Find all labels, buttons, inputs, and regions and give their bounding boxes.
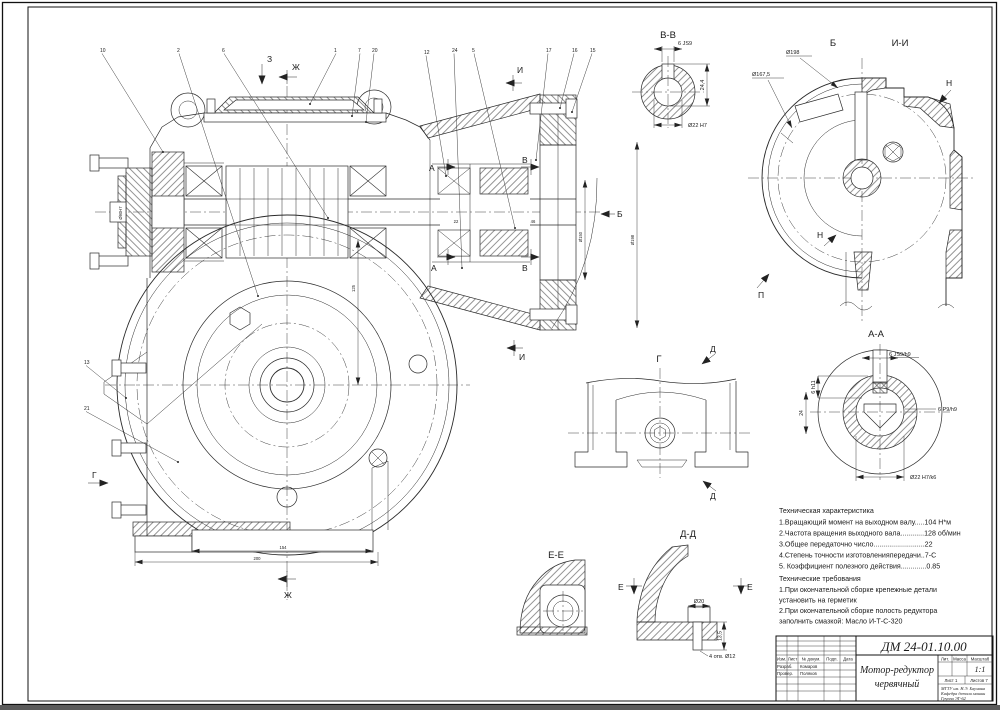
tb-org-line: Кафедра детали машин — [941, 691, 986, 696]
callout-tip — [257, 295, 259, 297]
section-label-v1: В — [522, 155, 528, 165]
view-g — [568, 344, 752, 501]
callout-tip — [162, 151, 164, 153]
callout-number: 5 — [472, 48, 475, 54]
callout-number: 6 — [222, 48, 225, 54]
dim-dd-depth: 13,5 — [717, 631, 724, 641]
dim-bell-d: Ø198 — [630, 234, 635, 246]
view-label-n-outer: Н — [946, 78, 953, 88]
dim-front-height: 125 — [351, 285, 356, 292]
view-label-i-bottom: И — [519, 352, 526, 362]
tech-characteristics — [779, 507, 961, 571]
callout-tip — [177, 461, 179, 463]
tech-req-title: Технические требования — [779, 575, 861, 583]
title-block — [776, 636, 993, 701]
left-wall — [104, 278, 262, 543]
callout-number: 12 — [424, 50, 430, 56]
callout-leader — [426, 56, 446, 177]
callout-number: 10 — [100, 48, 106, 54]
dim-base-length: 154 — [279, 545, 287, 550]
tb-org-line: Группа ЭГ-62 — [941, 696, 966, 701]
tb-col-scale: Масштаб — [970, 656, 990, 662]
dim-b-outer: Ø198 — [786, 50, 800, 56]
section-title-bb: В-В — [660, 30, 676, 41]
tb-header-izm: Изм. — [776, 656, 787, 662]
callout-number: 17 — [546, 48, 552, 54]
callout-tip — [461, 267, 463, 269]
section-aa — [799, 329, 957, 481]
base-foot — [133, 461, 388, 566]
section-label-v2: В — [522, 263, 528, 273]
view-label-g-arrow: Г — [92, 470, 97, 480]
tech-req-line: установить на герметик — [779, 596, 857, 605]
dim-aa-key-right: 6 P9/h9 — [938, 407, 957, 413]
callout-leader — [102, 54, 163, 153]
callout-leader — [310, 54, 336, 105]
dim-aa-key-left: 6 h11 — [811, 380, 817, 394]
callout-number: 15 — [590, 48, 596, 54]
dim-worm-w1: 22 — [453, 219, 459, 224]
tb-org-line: МГТУ им. Н.Э. Баумана — [941, 686, 986, 691]
view-label-b-arrow: Б — [617, 209, 623, 219]
section-title-dd: Д-Д — [679, 529, 697, 540]
view-label-zh-bottom: Ж — [284, 590, 292, 600]
tech-req-line: 1.При окончательной сборке крепежные детали — [779, 586, 937, 594]
view-label-e1: Е — [618, 582, 624, 592]
callout-leader — [474, 54, 515, 229]
tb-role-prover: Провер. — [777, 671, 794, 676]
section-label-d1: Д — [710, 344, 716, 354]
tb-col-lit: Лит. — [941, 656, 949, 662]
view-label-zh-top: Ж — [292, 62, 300, 72]
tb-header-podp: Подп. — [826, 656, 838, 662]
tb-scale-value: 1:1 — [974, 665, 986, 674]
tech-req-line: 2.При окончательной сборке полость редуктора — [779, 607, 938, 615]
callout-tip — [571, 111, 573, 113]
dim-bb-bore: Ø22 H7 — [688, 123, 707, 129]
callout-tip — [535, 159, 537, 161]
section-bb — [632, 30, 710, 129]
section-ee — [517, 550, 587, 635]
callout-number: 7 — [358, 48, 361, 54]
callout-tip — [327, 217, 329, 219]
dim-dd-holes: 4 отв. Ø12 — [709, 654, 736, 660]
tb-organization — [940, 686, 985, 701]
callout-number: 1 — [334, 48, 337, 54]
tech-char-title: Техническая характеристика — [779, 507, 874, 515]
drawing-code: ДМ 24-01.10.00 — [881, 639, 967, 654]
view-title-g: Г — [656, 354, 662, 365]
section-label-a2: А — [431, 263, 437, 273]
callout-leader — [572, 54, 592, 113]
callout-number: 13 — [84, 360, 90, 366]
dim-aa-key-top: 6 JS9/h9 — [889, 352, 911, 358]
tech-requirements — [779, 575, 937, 626]
section-dd — [618, 529, 753, 660]
view-label-z: З — [267, 54, 273, 64]
tb-sheets: Листов 7 — [970, 678, 988, 683]
section-label-a1: А — [429, 163, 435, 173]
dim-left-bore: Ø90H7 — [118, 206, 123, 220]
dim-bb-key: 6 JS9 — [678, 41, 693, 47]
tb-col-mass: Масса — [953, 656, 966, 662]
dim-b-inner: Ø167,5 — [752, 72, 771, 78]
callout-number: 21 — [84, 406, 90, 412]
callout-tip — [514, 227, 516, 229]
tech-char-line: 1.Вращающий момент на выходном валу.....104 Н*м — [779, 518, 951, 527]
tb-name-prover: Поляков — [800, 671, 817, 676]
tb-header-list: Лист — [787, 656, 798, 662]
tech-char-line: 3.Общее передаточно число..........................22 — [779, 540, 933, 549]
dim-aa-depth: 24 — [799, 410, 805, 416]
main-section-view — [88, 54, 637, 600]
tb-header-data: Дата — [843, 656, 853, 662]
tb-name-razrab: Комаров — [800, 664, 818, 669]
section-title-ii: И-И — [891, 38, 909, 49]
callout-tip — [351, 115, 353, 117]
callout-number: 16 — [572, 48, 578, 54]
tb-role-razrab: Разраб. — [777, 664, 793, 669]
tech-char-line: 4.Степень точности изготовленияпередачи..7-С — [779, 551, 937, 560]
section-title-aa: А-А — [868, 329, 884, 340]
callout-tip — [445, 175, 447, 177]
view-label-p: П — [758, 290, 765, 300]
callout-number: 20 — [372, 48, 378, 54]
tech-char-line: 2.Частота вращения выходного вала............128 об/мин — [779, 529, 961, 538]
view-label-n-inner: Н — [817, 230, 824, 240]
view-label-e2: Е — [747, 582, 753, 592]
dim-flange-d: Ø150 — [578, 231, 583, 243]
dim-bb-depth: 24,4 — [700, 79, 706, 91]
callout-number: 24 — [452, 48, 458, 54]
view-label-i-top: И — [517, 65, 524, 75]
drawing-name-line2: червячный — [874, 679, 920, 690]
section-title-ee: Е-Е — [548, 550, 564, 561]
view-b-ii — [748, 38, 975, 322]
dim-dd-boss: Ø20 — [693, 599, 705, 605]
dim-aa-bore: Ø22 H7/k6 — [910, 475, 937, 481]
view-title-b: Б — [829, 38, 837, 49]
tech-req-line: заполнить смазкой: Масло И-Т-С-320 — [779, 617, 903, 626]
callout-tip — [365, 121, 367, 123]
callout-tip — [309, 103, 311, 105]
tb-header-dokum: № докум. — [801, 656, 821, 662]
callout-number: 2 — [177, 48, 180, 54]
tech-char-line: 5. Коэффициент полезного действия.............0.85 — [779, 562, 941, 571]
callout-tip — [559, 107, 561, 109]
section-label-d2: Д — [710, 491, 716, 501]
dim-base-total: 200 — [253, 556, 261, 561]
drawing-name-line1: Мотор-редуктор — [859, 665, 935, 676]
tb-sheet: Лист 1 — [944, 678, 958, 683]
dim-worm-w2: 46 — [530, 219, 536, 224]
callout-tip — [125, 397, 127, 399]
